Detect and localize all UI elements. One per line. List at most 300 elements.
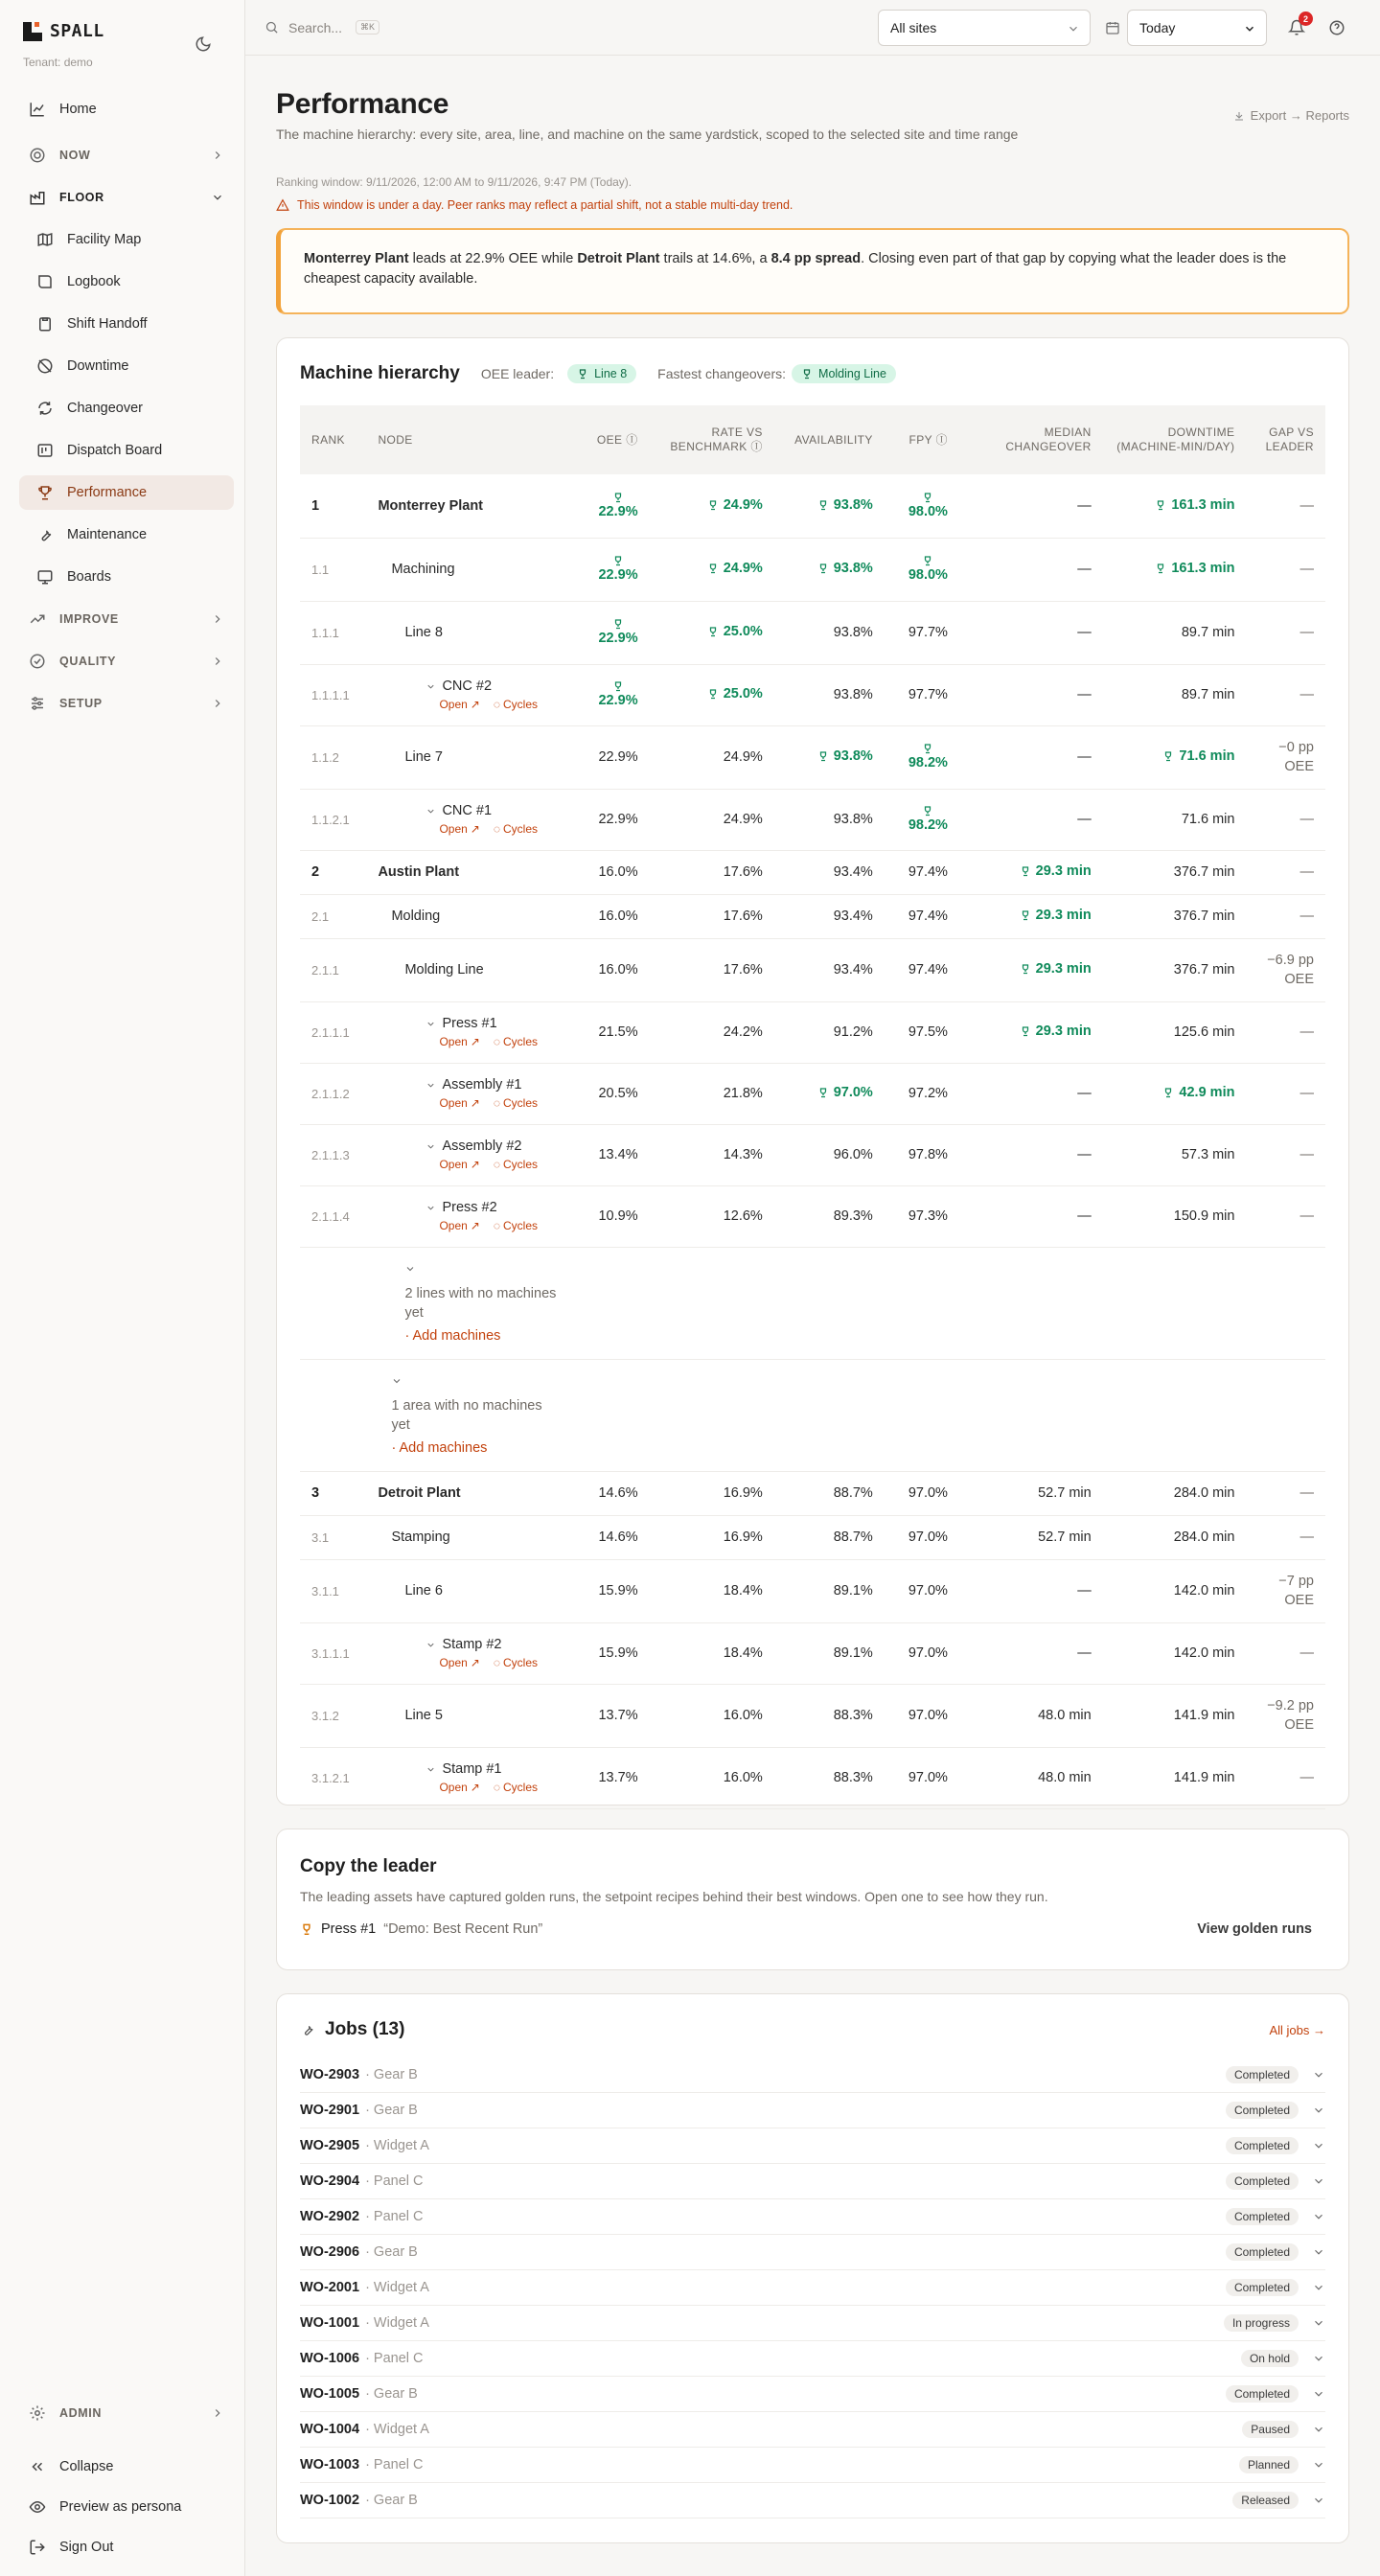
- cell-rank: 1.1.2: [300, 725, 366, 789]
- cell-avail: 93.4%: [833, 962, 873, 978]
- cell-avail: 88.3%: [833, 1770, 873, 1785]
- cell-down: 142.0 min: [1173, 1583, 1235, 1598]
- node-name[interactable]: Press #2: [442, 1200, 497, 1215]
- chevron-down-icon[interactable]: [426, 1141, 436, 1152]
- open-machine-link[interactable]: Open ↗: [439, 698, 480, 711]
- node-name[interactable]: Machining: [391, 562, 455, 577]
- external-link-icon: ↗: [470, 1781, 480, 1794]
- collapse-toggle[interactable]: [404, 1263, 1325, 1278]
- table-row[interactable]: [300, 1622, 1325, 1684]
- job-id: WO-1001: [300, 2315, 360, 2331]
- external-link-icon: ↗: [470, 822, 480, 836]
- refresh-icon: [36, 400, 54, 417]
- cell-rank: 1.1.1.1: [300, 664, 366, 725]
- chevron-down-icon[interactable]: [426, 1019, 436, 1029]
- cell-gap: —: [1300, 687, 1314, 702]
- cell-down: 284.0 min: [1173, 1485, 1235, 1501]
- hierarchy-table: [300, 405, 1325, 1809]
- chevron-down-icon[interactable]: [426, 681, 436, 692]
- node-name[interactable]: Assembly #2: [442, 1138, 522, 1154]
- chevron-right-icon: [211, 655, 224, 668]
- cell-rate: 24.9%: [723, 561, 763, 576]
- trophy-icon: [922, 555, 933, 566]
- cell-rank: 1.1.1: [300, 601, 366, 664]
- nav-group-now[interactable]: NOW: [19, 138, 234, 172]
- cell-down: 161.3 min: [1171, 496, 1235, 513]
- job-status-badge: Completed: [1226, 2137, 1299, 2154]
- job-row[interactable]: [300, 2128, 1325, 2164]
- chevron-down-icon[interactable]: [1312, 2174, 1325, 2188]
- chevron-down-icon[interactable]: [426, 806, 436, 816]
- node-name[interactable]: Stamping: [391, 1530, 450, 1545]
- chevron-down-icon[interactable]: [1312, 2458, 1325, 2472]
- job-id: WO-2902: [300, 2209, 360, 2224]
- cell-gap: —: [1300, 1147, 1314, 1162]
- cycles-link[interactable]: ◌ Cycles: [493, 1096, 539, 1110]
- cell-gap: —: [1300, 908, 1314, 924]
- trophy-icon: [1020, 865, 1031, 877]
- tenant-label: Tenant: demo: [23, 56, 93, 69]
- col-downtime[interactable]: DOWNTIME (MACHINE-MIN/DAY): [1103, 405, 1247, 474]
- job-row[interactable]: [300, 2412, 1325, 2448]
- table-row[interactable]: [300, 1747, 1325, 1808]
- cell-fpy: 97.4%: [908, 908, 948, 924]
- chevron-down-icon[interactable]: [1312, 2245, 1325, 2259]
- cell-fpy: 98.2%: [908, 817, 948, 833]
- hierarchy-body: [300, 474, 1325, 1808]
- nav-group-floor[interactable]: FLOOR: [19, 180, 234, 215]
- cell-gap: −0 pp OEE: [1278, 740, 1314, 774]
- cell-down: 125.6 min: [1173, 1024, 1235, 1040]
- job-id: WO-2901: [300, 2103, 360, 2118]
- cell-rate: 16.0%: [723, 1770, 763, 1785]
- cell-rate: 24.2%: [723, 1024, 763, 1040]
- trophy-icon: [612, 492, 624, 503]
- cell-rank: 2.1.1.4: [300, 1185, 366, 1247]
- sign-out-button[interactable]: Sign Out: [19, 2530, 234, 2564]
- job-id: WO-2001: [300, 2280, 360, 2295]
- chevron-down-icon[interactable]: [1312, 2139, 1325, 2152]
- cell-mco: —: [1077, 687, 1092, 702]
- chevron-down-icon[interactable]: [1312, 2387, 1325, 2401]
- job-row[interactable]: [300, 2306, 1325, 2341]
- cell-oee: 14.6%: [598, 1485, 638, 1501]
- nav-logbook[interactable]: Logbook: [19, 264, 234, 299]
- main-area: [245, 0, 1380, 2576]
- external-link-icon: ↗: [470, 1219, 480, 1232]
- nav-boards[interactable]: Boards: [19, 560, 234, 594]
- job-status-badge: Paused: [1242, 2421, 1299, 2438]
- cycle-icon: ◌: [493, 1656, 500, 1669]
- nav-group-quality[interactable]: QUALITY: [19, 644, 234, 678]
- nav-shift-handoff[interactable]: Shift Handoff: [19, 307, 234, 341]
- nav-changeover[interactable]: Changeover: [19, 391, 234, 426]
- cell-gap: —: [1300, 1024, 1314, 1040]
- table-row[interactable]: [300, 664, 1325, 725]
- cell-rank: 3.1.2.1: [300, 1747, 366, 1808]
- job-row[interactable]: [300, 2199, 1325, 2235]
- site-select[interactable]: All sites: [878, 10, 1091, 46]
- job-id: WO-1003: [300, 2457, 360, 2472]
- table-row[interactable]: [300, 1185, 1325, 1247]
- job-product: · Widget A: [365, 2422, 429, 2437]
- trophy-icon: [612, 618, 624, 630]
- brand-logo[interactable]: [23, 21, 104, 41]
- jobs-card: [276, 1993, 1349, 2543]
- wrench-icon: [300, 2022, 315, 2037]
- chevron-down-icon[interactable]: [426, 1203, 436, 1213]
- table-row[interactable]: [300, 938, 1325, 1001]
- wrench-icon: [36, 526, 54, 543]
- cell-rank: 2.1.1.2: [300, 1063, 366, 1124]
- nav-maintenance[interactable]: Maintenance: [19, 518, 234, 552]
- trophy-icon: [1020, 909, 1031, 921]
- page-title: Performance: [276, 88, 449, 120]
- table-row[interactable]: [300, 1001, 1325, 1063]
- cell-mco: —: [1077, 562, 1092, 577]
- chevron-down-icon[interactable]: [1312, 2068, 1325, 2082]
- golden-run-item[interactable]: [300, 1921, 542, 1937]
- chevron-down-icon[interactable]: [1312, 2352, 1325, 2365]
- trophy-icon: [1162, 1087, 1174, 1098]
- col-gap[interactable]: GAP VS LEADER: [1246, 405, 1325, 474]
- cell-gap: —: [1300, 1086, 1314, 1101]
- info-icon[interactable]: Ⓘ: [935, 432, 948, 447]
- job-product: · Panel C: [365, 2457, 424, 2472]
- collapse-toggle[interactable]: [391, 1375, 1325, 1391]
- cell-rank: 2: [300, 850, 366, 894]
- notifications-button[interactable]: [1286, 13, 1308, 38]
- open-machine-link[interactable]: Open ↗: [439, 1219, 480, 1232]
- trophy-icon: [707, 499, 719, 511]
- node-name[interactable]: Line 5: [404, 1708, 443, 1723]
- job-row[interactable]: [300, 2058, 1325, 2093]
- open-machine-link[interactable]: Open ↗: [439, 822, 480, 836]
- table-row[interactable]: [300, 1124, 1325, 1185]
- golden-run-name: “Demo: Best Recent Run”: [383, 1921, 543, 1937]
- cell-rate: 21.8%: [723, 1086, 763, 1101]
- cell-gap: —: [1300, 1770, 1314, 1785]
- export-link[interactable]: Export → Reports: [1233, 108, 1349, 123]
- cell-fpy: 97.0%: [908, 1645, 948, 1661]
- trophy-icon: [612, 555, 624, 566]
- cell-oee: 22.9%: [598, 631, 638, 646]
- cell-mco: —: [1077, 1208, 1092, 1224]
- cell-gap: —: [1300, 864, 1314, 880]
- cell-gap: —: [1300, 562, 1314, 577]
- node-name[interactable]: Press #1: [442, 1016, 497, 1031]
- cell-rank: 1.1: [300, 538, 366, 601]
- job-row[interactable]: [300, 2448, 1325, 2483]
- info-icon[interactable]: Ⓘ: [750, 440, 763, 453]
- radar-icon: [29, 147, 46, 164]
- nav-performance[interactable]: Performance: [19, 475, 234, 510]
- job-product: · Widget A: [365, 2280, 429, 2295]
- job-status-badge: Completed: [1226, 2102, 1299, 2119]
- node-name[interactable]: Molding: [391, 908, 441, 924]
- table-row[interactable]: [300, 1471, 1325, 1515]
- collapse-button[interactable]: Collapse: [19, 2450, 234, 2484]
- cell-avail: 93.8%: [833, 625, 873, 640]
- cell-rank: 2.1.1.3: [300, 1124, 366, 1185]
- trophy-icon: [1020, 1025, 1031, 1037]
- cell-avail: 88.3%: [833, 1708, 873, 1723]
- table-row[interactable]: [300, 1559, 1325, 1622]
- chevron-down-icon[interactable]: [1312, 2316, 1325, 2330]
- node-name[interactable]: Stamp #2: [442, 1637, 502, 1652]
- cycles-link[interactable]: ◌ Cycles: [493, 1219, 539, 1232]
- view-golden-runs-button[interactable]: View golden runs: [1197, 1921, 1312, 1937]
- cycles-link[interactable]: ◌ Cycles: [493, 822, 539, 836]
- nav-group-admin[interactable]: ADMIN: [19, 2396, 234, 2430]
- cell-fpy: 97.8%: [908, 1147, 948, 1162]
- node-name[interactable]: CNC #1: [442, 803, 493, 818]
- preview-persona-button[interactable]: Preview as persona: [19, 2490, 234, 2524]
- cell-down: 71.6 min: [1179, 748, 1235, 764]
- chevron-down-icon: [211, 191, 224, 204]
- oee-leader-label: OEE leader:: [480, 366, 555, 381]
- node-name[interactable]: Molding Line: [404, 962, 484, 978]
- check-circle-icon: [29, 653, 46, 670]
- trophy-icon: [707, 563, 719, 574]
- trophy-icon: [922, 743, 933, 754]
- chevron-down-icon[interactable]: [426, 1080, 436, 1091]
- open-machine-link[interactable]: Open ↗: [439, 1656, 480, 1669]
- job-row[interactable]: [300, 2093, 1325, 2128]
- cell-rate: 14.3%: [723, 1147, 763, 1162]
- job-row[interactable]: [300, 2164, 1325, 2199]
- col-rank[interactable]: RANK: [300, 405, 366, 474]
- cycles-link[interactable]: ◌ Cycles: [493, 1656, 539, 1669]
- node-name[interactable]: Assembly #1: [442, 1077, 522, 1092]
- chevron-down-icon[interactable]: [1312, 2104, 1325, 2117]
- node-name[interactable]: Monterrey Plant: [378, 497, 484, 514]
- table-row[interactable]: [300, 601, 1325, 664]
- warning-icon: [276, 198, 289, 212]
- job-id: WO-1002: [300, 2493, 360, 2508]
- job-product: · Gear B: [365, 2067, 418, 2082]
- cell-fpy: 97.0%: [908, 1708, 948, 1723]
- job-product: · Panel C: [365, 2174, 424, 2189]
- map-icon: [36, 231, 54, 248]
- cycle-icon: ◌: [493, 1781, 500, 1794]
- cycles-link[interactable]: ◌ Cycles: [493, 1781, 539, 1794]
- nav-home[interactable]: Home: [19, 92, 234, 126]
- cell-oee: 16.0%: [598, 908, 638, 924]
- cell-mco: —: [1077, 749, 1092, 765]
- job-status-badge: Completed: [1226, 2208, 1299, 2225]
- external-link-icon: ↗: [470, 1096, 480, 1110]
- cell-gap: —: [1300, 497, 1314, 514]
- cell-rank: 3.1: [300, 1515, 366, 1559]
- trophy-icon: [801, 368, 813, 380]
- oee-leader-badge[interactable]: Line 8: [567, 364, 636, 383]
- cell-mco: 52.7 min: [1038, 1485, 1092, 1501]
- cell-rate: 18.4%: [723, 1645, 763, 1661]
- cell-avail: 93.4%: [833, 864, 873, 880]
- fastest-changeover-label: Fastest changeovers:: [657, 366, 787, 381]
- cell-fpy: 97.7%: [908, 625, 948, 640]
- table-row[interactable]: [300, 725, 1325, 789]
- node-name[interactable]: Detroit Plant: [378, 1485, 461, 1501]
- calendar-icon[interactable]: [1102, 17, 1123, 38]
- nav-group-setup[interactable]: SETUP: [19, 686, 234, 721]
- add-machines-link[interactable]: · Add machines: [391, 1439, 488, 1456]
- open-machine-link[interactable]: Open ↗: [439, 1035, 480, 1048]
- trophy-icon: [1155, 563, 1166, 574]
- trophy-icon: [817, 563, 829, 574]
- external-link-icon: ↗: [470, 1158, 480, 1171]
- chevron-down-icon[interactable]: [1312, 2210, 1325, 2223]
- col-fpy[interactable]: FPY Ⓘ: [885, 405, 959, 474]
- cell-down: 150.9 min: [1173, 1208, 1235, 1224]
- job-id: WO-1006: [300, 2351, 360, 2366]
- cell-avail: 93.4%: [833, 908, 873, 924]
- cell-oee: 15.9%: [598, 1583, 638, 1598]
- trophy-icon: [36, 484, 54, 501]
- table-row[interactable]: [300, 1247, 1325, 1359]
- cell-oee: 20.5%: [598, 1086, 638, 1101]
- node-name[interactable]: Line 7: [404, 749, 443, 765]
- table-header-row: [300, 405, 1325, 474]
- cell-mco: 29.3 min: [1035, 863, 1092, 879]
- nav-group-improve[interactable]: IMPROVE: [19, 602, 234, 636]
- table-row[interactable]: [300, 850, 1325, 894]
- cell-down: 376.7 min: [1173, 962, 1235, 978]
- node-name[interactable]: Stamp #1: [442, 1761, 502, 1777]
- cell-gap: −9.2 pp OEE: [1267, 1698, 1314, 1733]
- date-range-select[interactable]: Today: [1127, 10, 1267, 46]
- chevron-down-icon[interactable]: [1312, 2281, 1325, 2294]
- chevron-down-icon: [404, 1263, 416, 1275]
- table-row[interactable]: [300, 538, 1325, 601]
- table-row[interactable]: [300, 1359, 1325, 1471]
- cell-mco: 48.0 min: [1038, 1770, 1092, 1785]
- table-row[interactable]: [300, 894, 1325, 938]
- cycles-link[interactable]: ◌ Cycles: [493, 1158, 539, 1171]
- table-row[interactable]: [300, 789, 1325, 850]
- table-row[interactable]: [300, 474, 1325, 538]
- help-icon[interactable]: [1326, 17, 1347, 38]
- job-row[interactable]: [300, 2341, 1325, 2377]
- cell-down: 142.0 min: [1173, 1645, 1235, 1661]
- cell-rate: 16.9%: [723, 1485, 763, 1501]
- col-node[interactable]: NODE: [366, 405, 565, 474]
- cycles-link[interactable]: ◌ Cycles: [493, 1035, 539, 1048]
- open-machine-link[interactable]: Open ↗: [439, 1781, 480, 1794]
- search-trigger[interactable]: [264, 20, 380, 35]
- logo-icon: [23, 22, 42, 41]
- cycles-link[interactable]: ◌ Cycles: [493, 698, 539, 711]
- trending-up-icon: [29, 610, 46, 628]
- empty-note: 2 lines with no machines yet: [404, 1285, 557, 1321]
- node-name[interactable]: CNC #2: [442, 678, 493, 694]
- cell-gap: —: [1300, 1645, 1314, 1661]
- download-icon: [1233, 110, 1245, 122]
- job-status-badge: In progress: [1224, 2314, 1299, 2332]
- cell-rank: 2.1.1.1: [300, 1001, 366, 1063]
- open-machine-link[interactable]: Open ↗: [439, 1158, 480, 1171]
- nav-dispatch-board[interactable]: Dispatch Board: [19, 433, 234, 468]
- jobs-header: [300, 2019, 404, 2040]
- chevron-down-icon[interactable]: [426, 1640, 436, 1650]
- col-availability[interactable]: AVAILABILITY: [774, 405, 885, 474]
- job-row[interactable]: [300, 2483, 1325, 2518]
- table-row[interactable]: [300, 1515, 1325, 1559]
- nav-facility-map[interactable]: Facility Map: [19, 222, 234, 257]
- table-row[interactable]: [300, 1063, 1325, 1124]
- cell-down: 141.9 min: [1173, 1770, 1235, 1785]
- cell-down: 376.7 min: [1173, 864, 1235, 880]
- job-row[interactable]: [300, 2235, 1325, 2270]
- col-rate[interactable]: RATE VS BENCHMARK Ⓘ: [650, 405, 774, 474]
- cell-avail: 93.8%: [833, 812, 873, 827]
- job-row[interactable]: [300, 2270, 1325, 2306]
- external-link-icon: ↗: [470, 698, 480, 711]
- chevron-right-icon: [211, 2406, 224, 2420]
- node-name[interactable]: Line 6: [404, 1583, 443, 1598]
- job-status-badge: Planned: [1239, 2456, 1299, 2473]
- cell-down: 57.3 min: [1181, 1147, 1235, 1162]
- job-row[interactable]: [300, 2377, 1325, 2412]
- theme-toggle-moon-icon[interactable]: [194, 34, 213, 54]
- col-median-changeover[interactable]: MEDIAN CHANGEOVER: [959, 405, 1103, 474]
- col-oee[interactable]: OEE Ⓘ: [566, 405, 650, 474]
- cell-mco: —: [1077, 1147, 1092, 1162]
- cell-fpy: 97.0%: [908, 1485, 948, 1501]
- sidebar-bottom: [19, 2396, 234, 2570]
- cell-oee: 15.9%: [598, 1645, 638, 1661]
- cell-gap: −7 pp OEE: [1278, 1574, 1314, 1608]
- page-subtitle: The machine hierarchy: every site, area, line, and machine on the same yardstick, scoped to the selected site and time range: [276, 126, 1019, 142]
- cell-oee: 13.4%: [598, 1147, 638, 1162]
- node-name[interactable]: Line 8: [404, 625, 443, 640]
- trophy-icon: [707, 688, 719, 700]
- info-icon[interactable]: Ⓘ: [626, 432, 638, 447]
- cell-mco: —: [1077, 497, 1092, 514]
- cell-rank: 1.1.2.1: [300, 789, 366, 850]
- cell-fpy: 97.0%: [908, 1530, 948, 1545]
- cell-oee: 22.9%: [598, 503, 638, 519]
- chevron-down-icon[interactable]: [1312, 2494, 1325, 2507]
- job-product: · Widget A: [365, 2138, 429, 2153]
- cell-oee: 22.9%: [598, 693, 638, 708]
- open-machine-link[interactable]: Open ↗: [439, 1096, 480, 1110]
- chevron-down-icon[interactable]: [426, 1764, 436, 1775]
- cell-gap: —: [1300, 625, 1314, 640]
- cell-rank: 3.1.1.1: [300, 1622, 366, 1684]
- add-machines-link[interactable]: · Add machines: [404, 1327, 501, 1344]
- cell-fpy: 97.7%: [908, 687, 948, 702]
- nav-downtime[interactable]: Downtime: [19, 349, 234, 383]
- trophy-icon: [1155, 499, 1166, 511]
- table-row[interactable]: [300, 1684, 1325, 1747]
- copy-leader-title: Copy the leader: [300, 1856, 437, 1876]
- cell-mco: 29.3 min: [1035, 961, 1092, 977]
- book-icon: [36, 273, 54, 290]
- all-jobs-link[interactable]: All jobs →: [1269, 2023, 1325, 2037]
- cell-oee: 16.0%: [598, 864, 638, 880]
- fastest-changeover-badge[interactable]: Molding Line: [792, 364, 896, 383]
- cell-rank: 3.1.1: [300, 1559, 366, 1622]
- short-window-warning: This window is under a day. Peer ranks may reflect a partial shift, not a stable multi-day trend.: [276, 198, 793, 212]
- cell-oee: 22.9%: [598, 567, 638, 583]
- chevron-down-icon[interactable]: [1312, 2423, 1325, 2436]
- cell-gap: —: [1300, 1485, 1314, 1501]
- node-name[interactable]: Austin Plant: [378, 864, 460, 880]
- cell-rank: 1: [300, 474, 366, 538]
- cell-oee: 13.7%: [598, 1770, 638, 1785]
